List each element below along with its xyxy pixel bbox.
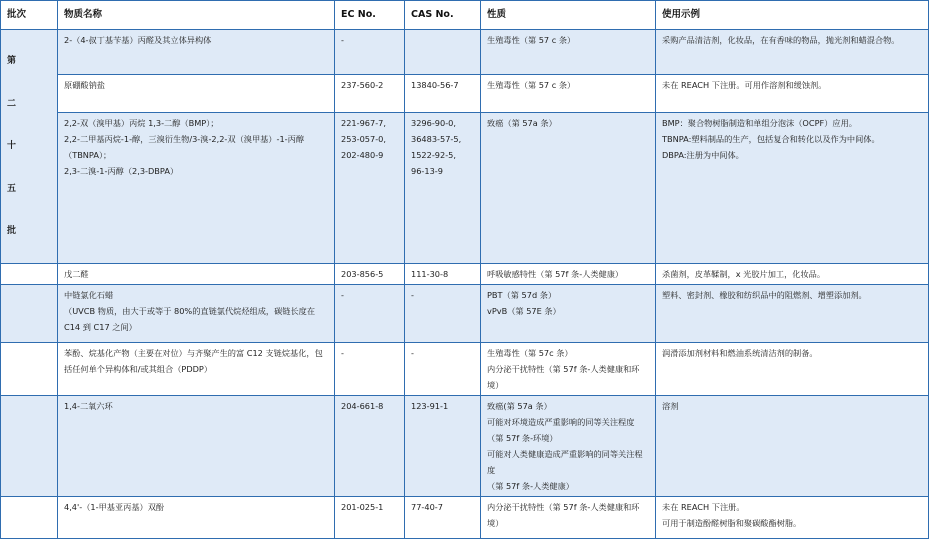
ec-number: 201-025-1 [335,496,405,538]
cas-number: - [405,284,481,342]
substance-name: 1,4-二氧六环 [58,395,335,496]
substance-name: 2-（4-叔丁基苄基）丙醛及其立体异构体 [58,30,335,75]
header-ec-no: EC No. [335,1,405,30]
ec-number: - [335,342,405,395]
header-substance-name: 物质名称 [58,1,335,30]
usage-example: 未在 REACH 下注册。 可用于制造酚醛树脂和聚碳酸酯树脂。 [656,496,929,538]
property: 致癌(第 57a 条） 可能对环境造成严重影响的同等关注程度 （第 57f 条-环境） 可能对人类健康造成严重影响的同等关注程度 （第 57f 条-人类健康） [481,395,656,496]
substance-name: 戊二醛 [58,263,335,284]
cas-number [405,30,481,75]
usage-example: 采购产品清洁剂，化妆品，在有香味的物品，抛光剂和蜡混合物。 [656,30,929,75]
cas-number: 3296-90-0, 36483-57-5, 1522-92-5, 96-13-9 [405,112,481,263]
table-row [1,395,929,496]
usage-example: 塑料、密封剂、橡胶和纺织品中的阻燃剂、增塑添加剂。 [656,284,929,342]
header-cas-no: CAS No. [405,1,481,30]
ec-number: 204-661-8 [335,395,405,496]
table-row [1,74,929,112]
ec-number: - [335,284,405,342]
table-row [1,263,929,284]
substance-name: 中链氯化石蜡 （UVCB 物质，由大于或等于 80%的直链氯代烷烃组成，碳链长度在 C14 到 C17 之间） [58,284,335,342]
batch-char: 批 [7,226,17,236]
cas-number: 13840-56-7 [405,74,481,112]
ec-number: - [335,30,405,75]
cas-number: 123-91-1 [405,395,481,496]
cas-number: - [405,342,481,395]
usage-example: 润滑添加剂材料和燃油系统清洁剂的制备。 [656,342,929,395]
batch-cell-empty [1,342,58,395]
property: 呼吸敏感特性（第 57f 条-人类健康） [481,263,656,284]
ec-number: 221-967-7, 253-057-0, 202-480-9 [335,112,405,263]
table-row [1,496,929,538]
substance-name: 2,2-双（溴甲基）丙烷 1,3-二醇（BMP）； 2,2-二甲基丙烷-1-醇，三溴衍生物/3-溴-2,2-双（溴甲基）-1-丙醇（TBNPA）； 2,3-二溴-1-丙醇（2,3-DBPA） [58,112,335,263]
table-row [1,30,929,75]
batch-char: 第 [7,56,17,66]
ec-number: 203-856-5 [335,263,405,284]
header-row [1,1,929,30]
batch-cell-empty [1,395,58,496]
batch-cell [1,30,58,264]
ec-number: 237-560-2 [335,74,405,112]
property: 生殖毒性（第 57c 条） 内分泌干扰特性（第 57f 条-人类健康和环境） [481,342,656,395]
batch-cell-empty [1,263,58,284]
usage-example: BMP：聚合物树脂制造和单组分泡沫（OCPF）应用。 TBNPA:塑料制品的生产，包括复合和转化以及作为中间体。 DBPA:注册为中间体。 [656,112,929,263]
cas-number: 111-30-8 [405,263,481,284]
batch-char: 十 [7,141,17,151]
property: 内分泌干扰特性（第 57f 条-人类健康和环境） [481,496,656,538]
header-batch: 批次 [1,1,58,30]
property: 致癌（第 57a 条） [481,112,656,263]
batch-cell-empty [1,284,58,342]
substance-name: 4,4'-（1-甲基亚丙基）双酚 [58,496,335,538]
property: 生殖毒性（第 57 c 条） [481,30,656,75]
property: 生殖毒性（第 57 c 条） [481,74,656,112]
substance-name: 原硼酸钠盐 [58,74,335,112]
property: PBT（第 57d 条） vPvB（第 57E 条） [481,284,656,342]
batch-char: 五 [7,183,17,194]
table-row [1,284,929,342]
usage-example: 未在 REACH 下注册。可用作溶剂和缓蚀剂。 [656,74,929,112]
table-row [1,342,929,395]
header-usage: 使用示例 [656,1,929,30]
batch-cell-empty [1,496,58,538]
header-property: 性质 [481,1,656,30]
usage-example: 溶剂 [656,395,929,496]
cas-number: 77-40-7 [405,496,481,538]
usage-example: 杀菌剂，皮革鞣制，x 光胶片加工，化妆品。 [656,263,929,284]
substance-name: 苯酚、烷基化产物（主要在对位）与齐聚产生的富 C12 支链烷基化，包括任何单个异构体和/或其组合（PDDP） [58,342,335,395]
batch-char: 二 [7,98,17,109]
table-row [1,112,929,263]
